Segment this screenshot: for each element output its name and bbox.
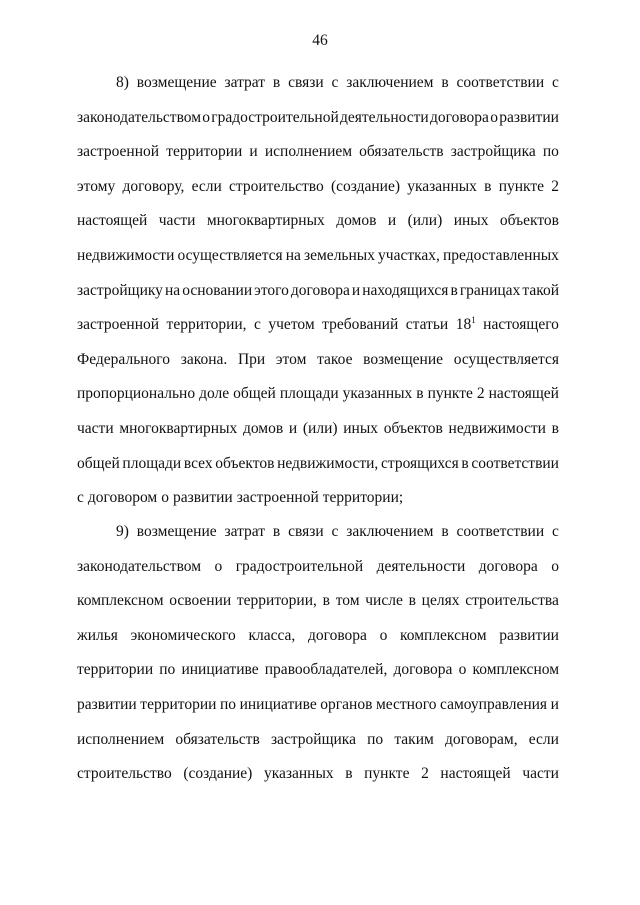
word: возмещение [136, 523, 217, 540]
word: комплексном [77, 592, 164, 610]
word: статьи [405, 316, 449, 334]
word: многоквартирных [206, 212, 325, 230]
word: если [528, 730, 559, 748]
word: настоящего [483, 316, 559, 334]
word: недвижимости [77, 246, 175, 264]
word: объектов [499, 212, 559, 230]
word: о [214, 557, 223, 575]
word: Федерального [77, 350, 171, 368]
word: договорам, [444, 730, 518, 748]
text-line [77, 412, 559, 447]
word: инициативе [181, 661, 259, 679]
word: такое [317, 350, 353, 368]
word: соответствии [471, 454, 559, 472]
word: связи [288, 523, 324, 540]
word: договора [393, 661, 453, 679]
word: в [322, 592, 330, 610]
word: договору, [122, 177, 185, 195]
word: застройщика [270, 730, 356, 748]
word: пункте [364, 765, 410, 783]
word: возмещение [363, 350, 444, 368]
word: объектов [383, 419, 443, 437]
word: в [416, 385, 424, 403]
word: указанных [407, 177, 477, 195]
word: в [441, 523, 449, 540]
text-line [77, 447, 559, 482]
word: недвижимости [448, 419, 546, 437]
word: настоящей [488, 385, 559, 403]
text-line [77, 723, 559, 758]
text-line [77, 66, 559, 101]
word: 8) [116, 74, 129, 91]
word: в [450, 281, 458, 299]
word: и [550, 695, 559, 713]
word: указанных [342, 385, 413, 403]
word: заключением [346, 74, 434, 91]
word: договором [87, 489, 158, 507]
word: (или) [407, 212, 443, 230]
word: части [158, 212, 196, 230]
text-line [77, 343, 559, 378]
word: предоставленных [442, 246, 559, 264]
word: земельных [304, 246, 375, 264]
word: территории [77, 661, 154, 679]
word: осуществляется [177, 246, 283, 264]
word: территории [166, 143, 243, 161]
word: иных [343, 419, 379, 437]
word: по [159, 661, 176, 679]
word: развитии [172, 489, 233, 507]
word: осуществляется [453, 350, 559, 368]
word: с [331, 74, 339, 91]
word: 2 [476, 385, 485, 403]
word: 18$^1$ [455, 315, 476, 334]
word: о [379, 626, 388, 644]
word: закона. [180, 350, 228, 368]
word: класса, [248, 626, 296, 644]
word: указанных [263, 765, 334, 783]
word: числе [365, 592, 403, 610]
word: застройщику [77, 281, 163, 299]
text-line [77, 239, 559, 274]
word: экономического [130, 626, 236, 644]
word: градостроительной [235, 557, 364, 575]
word: соответствии [456, 74, 545, 91]
word: правообладателей, [264, 661, 388, 679]
word: целях [421, 592, 460, 610]
word: застроенной [77, 316, 160, 334]
word: всех [183, 454, 213, 472]
word: основании [182, 281, 253, 299]
word: строящихся [380, 454, 459, 472]
word: по [219, 695, 237, 713]
word: в [272, 74, 281, 91]
paragraph-item-8 [77, 66, 559, 516]
word: (или) [302, 419, 338, 437]
word: такой [522, 281, 559, 299]
text-line [77, 619, 559, 654]
word: развитии [499, 108, 559, 126]
word: 9) [116, 523, 129, 540]
word: деятельности [340, 108, 429, 126]
word: строительство [77, 765, 172, 783]
word: в [272, 523, 281, 540]
word: 2 [421, 765, 429, 783]
word: участках, [378, 246, 440, 264]
text-line [77, 757, 559, 792]
word: самоуправления [440, 695, 548, 713]
word: возмещение [136, 74, 217, 91]
word: по [367, 730, 384, 748]
text-line [77, 170, 559, 205]
word: органов [320, 695, 373, 713]
word: строительства [465, 592, 559, 610]
word: обязательств [175, 730, 260, 748]
word: о [202, 108, 211, 126]
word: договора [429, 108, 489, 126]
page-number: 46 [312, 32, 328, 49]
word: настоящей [77, 212, 148, 230]
text-line [77, 550, 559, 585]
text-line [77, 481, 559, 516]
word: общей [77, 454, 120, 472]
paragraph-item-9 [77, 515, 559, 792]
word: заключением [346, 523, 434, 540]
word: пункте [498, 177, 545, 195]
word: по [542, 143, 559, 161]
word: о [161, 489, 169, 507]
word: освоении [169, 592, 232, 610]
word: (создание) [330, 177, 401, 195]
word: площади [122, 454, 182, 472]
word: связи [288, 74, 324, 91]
word: в [484, 177, 492, 195]
word: в [408, 592, 416, 610]
text-line [77, 274, 559, 309]
word: недвижимости, [277, 454, 379, 472]
word: и [351, 281, 361, 299]
word: договора [307, 626, 367, 644]
word: строительство [229, 177, 324, 195]
word: находящихся [362, 281, 449, 299]
word: границах [459, 281, 521, 299]
word: в [441, 74, 449, 91]
word: учетом [268, 316, 315, 334]
word: площади [279, 385, 339, 403]
word: с [77, 489, 84, 507]
word: в [461, 454, 469, 472]
word: объектов [215, 454, 275, 472]
word: градостроительной [211, 108, 339, 126]
footnote-superscript: 1 [471, 315, 476, 326]
word: деятельности [376, 557, 466, 575]
word: территории, [166, 316, 247, 334]
word: с [254, 316, 261, 334]
text-line [77, 515, 559, 550]
word: и [387, 212, 397, 230]
word: том [335, 592, 360, 610]
word: договора [478, 557, 538, 575]
word: развитии [77, 695, 137, 713]
word: и [249, 143, 258, 161]
text-line [77, 101, 559, 136]
word: части [522, 765, 559, 783]
word: исполнением [264, 143, 353, 161]
text-line [77, 377, 559, 412]
word: законодательством [77, 557, 202, 575]
word: исполнением [77, 730, 165, 748]
word: застроенной [77, 143, 160, 161]
word: с [551, 523, 559, 540]
word: в [345, 765, 353, 783]
text-line [77, 308, 559, 343]
word: требований [322, 316, 399, 334]
word: затрат [224, 74, 266, 91]
word: иных [453, 212, 489, 230]
text-line [77, 204, 559, 239]
word: комплексном [400, 626, 487, 644]
word: и [288, 419, 298, 437]
text-line [77, 653, 559, 688]
word: на [164, 281, 181, 299]
word: застройщика [450, 143, 536, 161]
word: если [191, 177, 222, 195]
word: территории [140, 695, 217, 713]
word: домов [336, 212, 377, 230]
word: затрат [224, 523, 266, 540]
word: настоящей [440, 765, 511, 783]
word: местного [375, 695, 437, 713]
word: многоквартирных [119, 419, 238, 437]
word: с [331, 523, 339, 540]
word: комплексном [472, 661, 559, 679]
word: развитии [499, 626, 559, 644]
word: общей [233, 385, 276, 403]
word: этого [254, 281, 289, 299]
word: о [490, 108, 498, 126]
word: таким [394, 730, 434, 748]
word: законодательством [77, 108, 202, 126]
word: о [551, 557, 559, 575]
word: части [77, 419, 114, 437]
word: территории; [322, 489, 404, 507]
word: соответствии [456, 523, 545, 540]
word: обязательств [359, 143, 444, 161]
word: жилья [77, 626, 118, 644]
word: о [458, 661, 467, 679]
word: с [551, 74, 559, 91]
word: инициативе [239, 695, 317, 713]
text-line [77, 584, 559, 619]
word: этом [275, 350, 307, 368]
word: (создание) [183, 765, 253, 783]
word: договора [290, 281, 350, 299]
text-line [77, 135, 559, 170]
word: территории, [236, 592, 317, 610]
word: При [237, 350, 266, 368]
word: на [285, 246, 301, 264]
word: доле [199, 385, 230, 403]
word: этому [77, 177, 116, 195]
word: пропорционально [77, 385, 196, 403]
word: пункте [427, 385, 473, 403]
word: застроенной [236, 489, 319, 507]
text-line [77, 688, 559, 723]
word: в [551, 419, 559, 437]
word: 2 [551, 177, 559, 195]
word: домов [242, 419, 284, 437]
